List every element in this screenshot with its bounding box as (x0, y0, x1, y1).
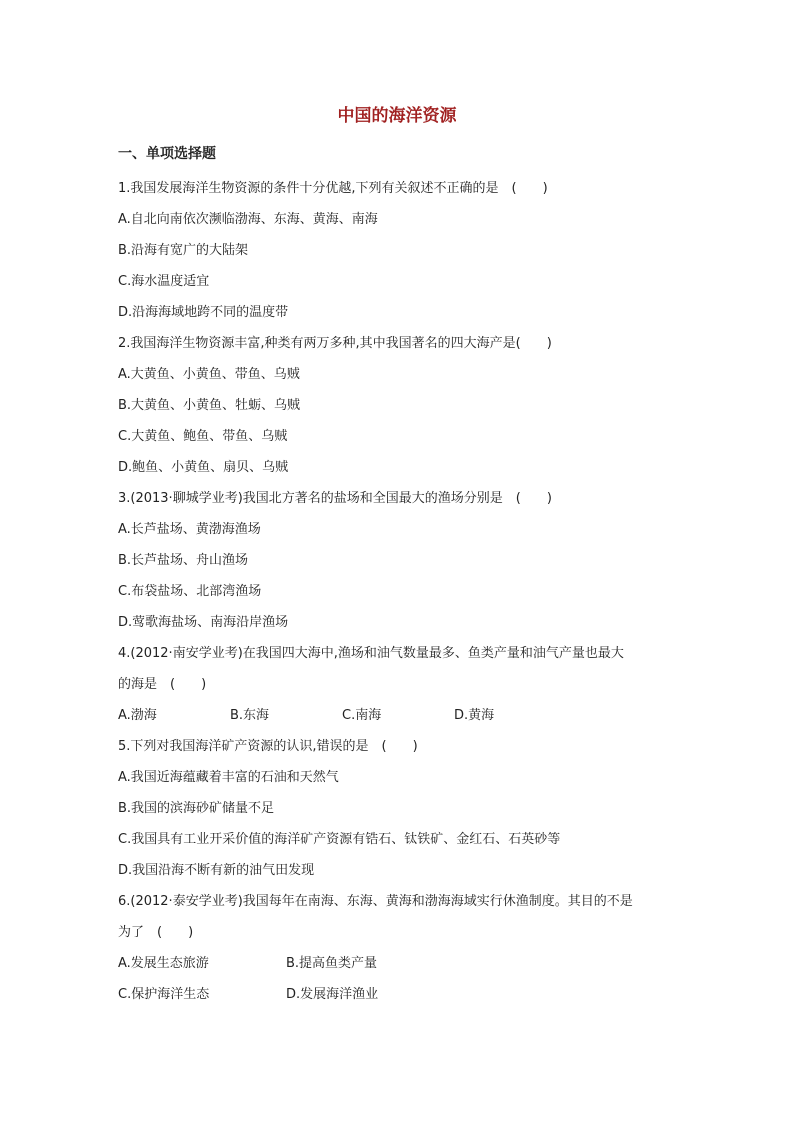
question-1-option-c: C.海水温度适宜 (118, 274, 210, 289)
question-3-option-b: B.长芦盐场、舟山渔场 (118, 553, 249, 568)
question-4-option-b: B.东海 (230, 708, 270, 723)
question-5-option-a: A.我国近海蕴藏着丰富的石油和天然气 (118, 770, 339, 785)
question-4-stem-line-1: 4.(2012·南安学业考)在我国四大海中,渔场和油气数量最多、鱼类产量和油气产量也最大 (118, 646, 624, 661)
question-6-stem-line-1: 6.(2012·泰安学业考)我国每年在南海、东海、黄海和渤海海域实行休渔制度。其目的不是 (118, 894, 633, 909)
question-1-stem: 1.我国发展海洋生物资源的条件十分优越,下列有关叙述不正确的是 ( ) (118, 181, 548, 196)
question-5-option-c: C.我国具有工业开采价值的海洋矿产资源有锆石、钛铁矿、金红石、石英砂等 (118, 832, 561, 847)
question-6-option-b: B.提高鱼类产量 (286, 956, 378, 971)
question-4-stem-line-2: 的海是 ( ) (118, 677, 207, 692)
question-list (118, 173, 688, 1010)
question-3-stem: 3.(2013·聊城学业考)我国北方著名的盐场和全国最大的渔场分别是 ( ) (118, 491, 552, 506)
question-2-option-a: A.大黄鱼、小黄鱼、带鱼、乌贼 (118, 367, 300, 382)
question-4-option-d: D.黄海 (454, 708, 495, 723)
question-5-stem: 5.下列对我国海洋矿产资源的认识,错误的是 ( ) (118, 739, 418, 754)
question-6-stem-line-2: 为了 ( ) (118, 925, 194, 940)
question-6-options-row-2 (118, 979, 688, 1010)
question-1-option-b: B.沿海有宽广的大陆架 (118, 243, 249, 258)
question-2-stem: 2.我国海洋生物资源丰富,种类有两万多种,其中我国著名的四大海产是( ) (118, 336, 552, 351)
question-1-option-d: D.沿海海域地跨不同的温度带 (118, 305, 289, 320)
question-4-options (118, 700, 688, 731)
question-4-option-a: A.渤海 (118, 708, 157, 723)
question-2-option-d: D.鲍鱼、小黄鱼、扇贝、乌贼 (118, 460, 289, 475)
question-6-option-a: A.发展生态旅游 (118, 956, 209, 971)
question-1-option-a: A.自北向南依次濒临渤海、东海、黄海、南海 (118, 212, 378, 227)
question-4-option-c: C.南海 (342, 708, 382, 723)
question-6-option-c: C.保护海洋生态 (118, 987, 210, 1002)
question-5-option-b: B.我国的滨海砂矿储量不足 (118, 801, 275, 816)
question-2-option-b: B.大黄鱼、小黄鱼、牡蛎、乌贼 (118, 398, 301, 413)
section-heading: 一、单项选择题 (118, 146, 216, 162)
question-5-option-d: D.我国沿海不断有新的油气田发现 (118, 863, 315, 878)
question-6-options-row-1 (118, 948, 688, 979)
question-3-option-c: C.布袋盐场、北部湾渔场 (118, 584, 262, 599)
question-2-option-c: C.大黄鱼、鲍鱼、带鱼、乌贼 (118, 429, 288, 444)
question-3-option-d: D.莺歌海盐场、南海沿岸渔场 (118, 615, 289, 630)
page-title: 中国的海洋资源 (337, 106, 457, 126)
question-6-option-d: D.发展海洋渔业 (286, 987, 379, 1002)
question-3-option-a: A.长芦盐场、黄渤海渔场 (118, 522, 261, 537)
